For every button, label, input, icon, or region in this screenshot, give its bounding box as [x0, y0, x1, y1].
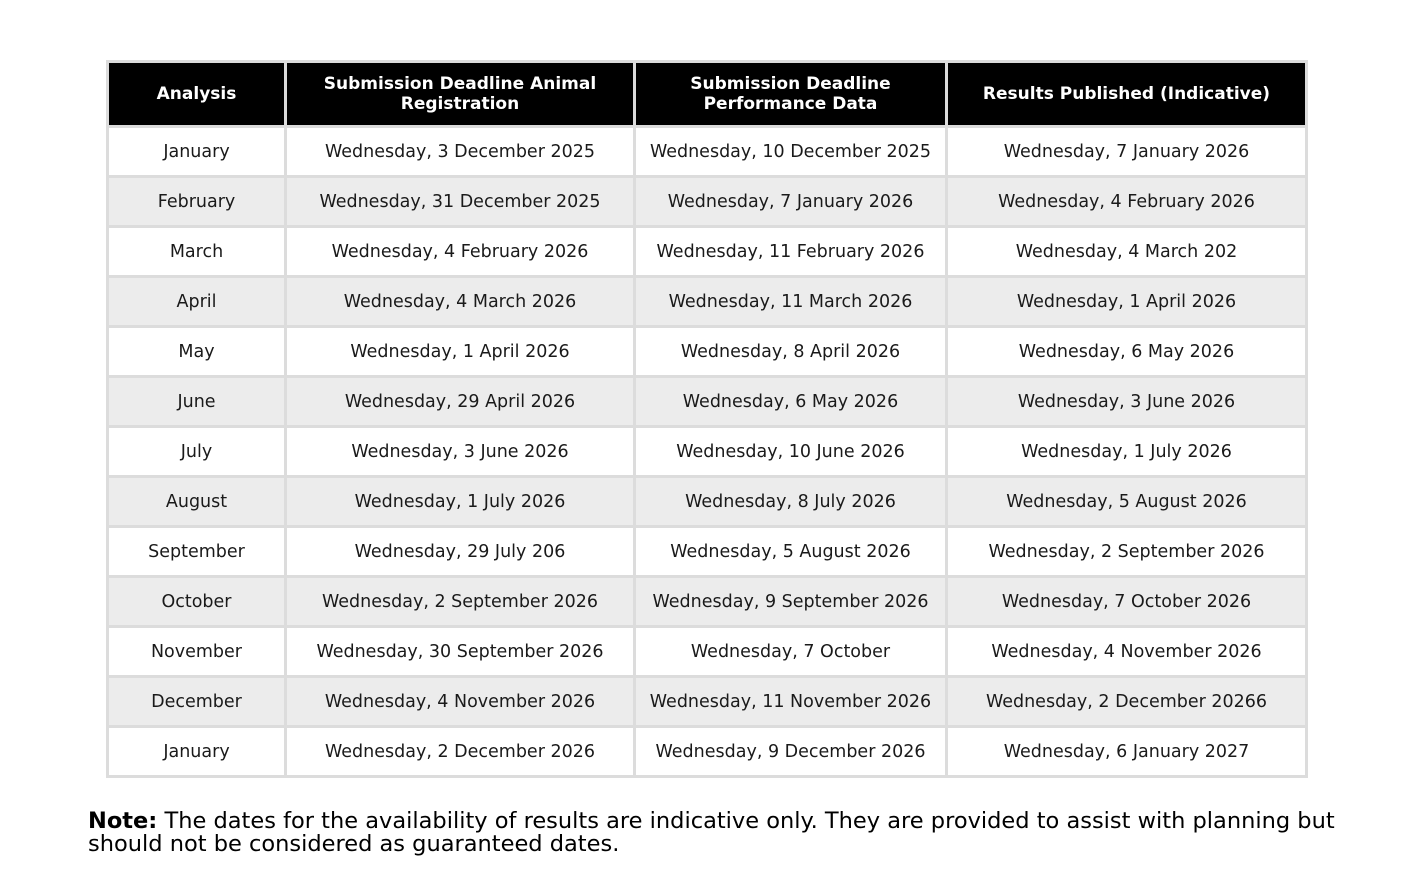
- cell-analysis-month: October: [109, 578, 284, 625]
- cell-performance-data-deadline: Wednesday, 7 October: [636, 628, 945, 675]
- cell-analysis-month: February: [109, 178, 284, 225]
- cell-results-published: Wednesday, 4 March 202: [948, 228, 1305, 275]
- table-row: [109, 478, 1305, 525]
- cell-animal-registration-deadline: Wednesday, 4 November 2026: [287, 678, 633, 725]
- table-row: [109, 128, 1305, 175]
- cell-results-published: Wednesday, 1 April 2026: [948, 278, 1305, 325]
- header-performance-data-deadline: Submission Deadline Performance Data: [636, 63, 945, 125]
- cell-animal-registration-deadline: Wednesday, 1 April 2026: [287, 328, 633, 375]
- cell-analysis-month: January: [109, 728, 284, 775]
- cell-results-published: Wednesday, 5 August 2026: [948, 478, 1305, 525]
- cell-performance-data-deadline: Wednesday, 5 August 2026: [636, 528, 945, 575]
- cell-results-published: Wednesday, 6 January 2027: [948, 728, 1305, 775]
- note-label: Note:: [88, 808, 158, 834]
- schedule-table-container: [106, 60, 1308, 778]
- header-animal-registration-deadline: Submission Deadline Animal Registration: [287, 63, 633, 125]
- cell-animal-registration-deadline: Wednesday, 3 June 2026: [287, 428, 633, 475]
- cell-analysis-month: August: [109, 478, 284, 525]
- table-row: [109, 678, 1305, 725]
- cell-performance-data-deadline: Wednesday, 11 February 2026: [636, 228, 945, 275]
- cell-analysis-month: July: [109, 428, 284, 475]
- cell-animal-registration-deadline: Wednesday, 2 September 2026: [287, 578, 633, 625]
- cell-animal-registration-deadline: Wednesday, 4 March 2026: [287, 278, 633, 325]
- cell-analysis-month: March: [109, 228, 284, 275]
- header-analysis: Analysis: [109, 63, 284, 125]
- table-row: [109, 378, 1305, 425]
- cell-performance-data-deadline: Wednesday, 10 December 2025: [636, 128, 945, 175]
- cell-analysis-month: November: [109, 628, 284, 675]
- cell-animal-registration-deadline: Wednesday, 29 July 206: [287, 528, 633, 575]
- cell-analysis-month: April: [109, 278, 284, 325]
- table-row: [109, 728, 1305, 775]
- table-header-row: [109, 63, 1305, 125]
- table-row: [109, 428, 1305, 475]
- cell-animal-registration-deadline: Wednesday, 31 December 2025: [287, 178, 633, 225]
- cell-performance-data-deadline: Wednesday, 11 March 2026: [636, 278, 945, 325]
- cell-performance-data-deadline: Wednesday, 8 July 2026: [636, 478, 945, 525]
- cell-performance-data-deadline: Wednesday, 6 May 2026: [636, 378, 945, 425]
- cell-performance-data-deadline: Wednesday, 11 November 2026: [636, 678, 945, 725]
- cell-analysis-month: January: [109, 128, 284, 175]
- table-row: [109, 528, 1305, 575]
- cell-results-published: Wednesday, 2 December 20266: [948, 678, 1305, 725]
- note-text: The dates for the availability of results are indicative only. They are provided to assist with planning but should not be considered as guaranteed dates.: [88, 808, 1335, 857]
- cell-animal-registration-deadline: Wednesday, 1 July 2026: [287, 478, 633, 525]
- cell-analysis-month: June: [109, 378, 284, 425]
- cell-animal-registration-deadline: Wednesday, 29 April 2026: [287, 378, 633, 425]
- cell-animal-registration-deadline: Wednesday, 2 December 2026: [287, 728, 633, 775]
- cell-results-published: Wednesday, 7 October 2026: [948, 578, 1305, 625]
- table-row: [109, 578, 1305, 625]
- cell-results-published: Wednesday, 2 September 2026: [948, 528, 1305, 575]
- cell-animal-registration-deadline: Wednesday, 4 February 2026: [287, 228, 633, 275]
- cell-analysis-month: May: [109, 328, 284, 375]
- cell-performance-data-deadline: Wednesday, 7 January 2026: [636, 178, 945, 225]
- cell-animal-registration-deadline: Wednesday, 30 September 2026: [287, 628, 633, 675]
- cell-results-published: Wednesday, 1 July 2026: [948, 428, 1305, 475]
- table-row: [109, 628, 1305, 675]
- table-row: [109, 178, 1305, 225]
- cell-performance-data-deadline: Wednesday, 10 June 2026: [636, 428, 945, 475]
- cell-performance-data-deadline: Wednesday, 9 December 2026: [636, 728, 945, 775]
- header-results-published: Results Published (Indicative): [948, 63, 1305, 125]
- cell-analysis-month: December: [109, 678, 284, 725]
- table-row: [109, 328, 1305, 375]
- schedule-table: [106, 60, 1308, 778]
- note-paragraph: [88, 810, 1378, 856]
- table-row: [109, 278, 1305, 325]
- cell-results-published: Wednesday, 4 February 2026: [948, 178, 1305, 225]
- cell-analysis-month: September: [109, 528, 284, 575]
- cell-results-published: Wednesday, 6 May 2026: [948, 328, 1305, 375]
- table-row: [109, 228, 1305, 275]
- table-body: [109, 128, 1305, 775]
- cell-performance-data-deadline: Wednesday, 9 September 2026: [636, 578, 945, 625]
- cell-animal-registration-deadline: Wednesday, 3 December 2025: [287, 128, 633, 175]
- cell-results-published: Wednesday, 7 January 2026: [948, 128, 1305, 175]
- cell-results-published: Wednesday, 3 June 2026: [948, 378, 1305, 425]
- cell-performance-data-deadline: Wednesday, 8 April 2026: [636, 328, 945, 375]
- cell-results-published: Wednesday, 4 November 2026: [948, 628, 1305, 675]
